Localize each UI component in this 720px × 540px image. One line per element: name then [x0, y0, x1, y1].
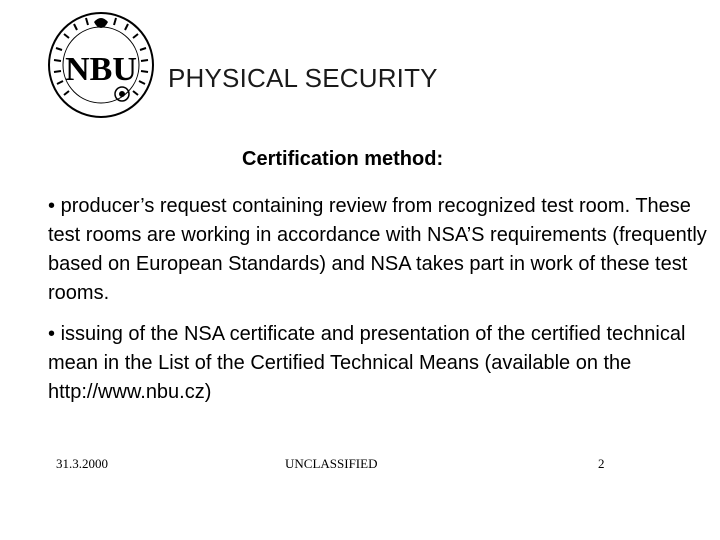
footer-page-number: 2: [598, 456, 605, 471]
footer-date: 31.3.2000: [56, 456, 108, 471]
bullet-item: [48, 192, 708, 308]
svg-text:NBU: NBU: [65, 51, 137, 88]
bullet-text: producer’s request containing review from recognized test room. These test rooms are working in accordance with NSA’S requirements (frequently based on European Standards) and NSA takes part in work of these test rooms.: [48, 195, 707, 304]
footer-classification: UNCLASSIFIED: [285, 456, 378, 471]
slide-title: PHYSICAL SECURITY: [168, 63, 438, 93]
bullet-marker: •: [48, 323, 56, 345]
bullet-item: [48, 320, 708, 407]
bullet-marker: •: [48, 195, 56, 217]
nbu-seal-logo-icon: [36, 8, 166, 118]
bullet-text: issuing of the NSA certificate and presentation of the certified technical mean in the List of the Certified Technical Means (available on the http://www.nbu.cz): [48, 323, 686, 403]
section-heading: Certification method:: [242, 148, 444, 170]
